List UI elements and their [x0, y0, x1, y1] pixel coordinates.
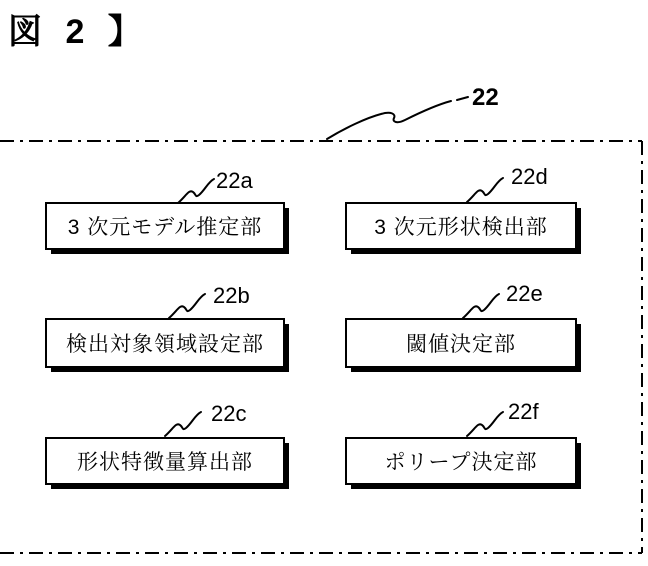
ref-label-22e: 22e: [506, 281, 543, 306]
block-label: 形状特徴量算出部: [77, 451, 253, 474]
block-shape-feature-calculation: [45, 437, 285, 485]
figure-title: 図 2 】: [8, 13, 149, 51]
ref-label-22f: 22f: [508, 399, 539, 424]
block-3d-shape-detection: [345, 202, 577, 250]
leader-line-22: [327, 97, 468, 139]
block-label: 検出対象領域設定部: [66, 333, 264, 356]
leader-line-22a: [178, 179, 214, 203]
block-threshold-determination: [345, 318, 577, 368]
ref-label-22d: 22d: [511, 164, 548, 189]
ref-label-22: 22: [472, 84, 499, 111]
leader-line-22b: [169, 294, 205, 318]
block-polyp-determination: [345, 437, 577, 485]
block-label: ポリープ決定部: [384, 451, 538, 474]
leader-line-22c: [165, 412, 201, 436]
block-label: 3 次元モデル推定部: [67, 216, 263, 239]
block-label: 3 次元形状検出部: [374, 216, 548, 239]
block-detection-target-region-setting: [45, 318, 285, 368]
leader-line-22e: [463, 294, 499, 318]
ref-label-22a: 22a: [216, 168, 253, 193]
block-label: 閾値決定部: [406, 333, 516, 356]
leader-line-22f: [467, 412, 503, 436]
leader-line-22d: [467, 178, 503, 202]
block-3d-model-estimation: [45, 202, 285, 250]
ref-label-22b: 22b: [213, 283, 250, 308]
ref-label-22c: 22c: [211, 401, 247, 426]
